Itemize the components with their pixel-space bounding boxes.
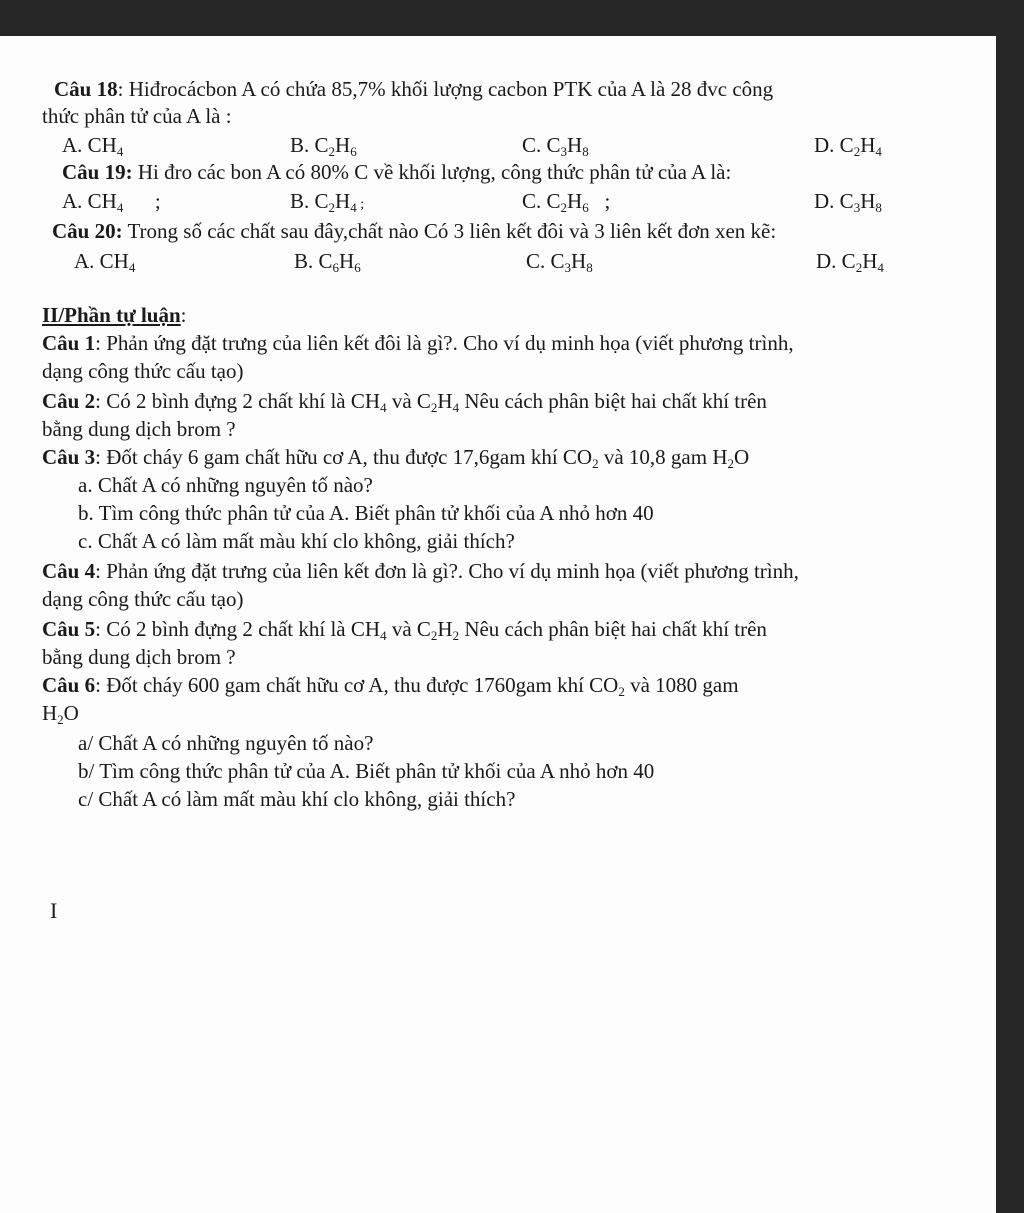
c1-label: Câu 1 (42, 331, 96, 355)
c4-line2: dạng công thức cấu tạo) (42, 587, 244, 611)
c6-label: Câu 6 (42, 673, 96, 697)
q19-option-d: D. $C_3H_8$ (814, 189, 882, 215)
q20-text: Trong số các chất sau đây,chất nào Có 3 liên kết đôi và 3 liên kết đơn xen kẽ: (122, 219, 777, 243)
document-page (0, 36, 996, 1213)
q20-option-d: D. $C_2H_4$ (816, 249, 884, 275)
q19-option-b: B. $C_2H_4$ ; (290, 189, 365, 215)
c5-line1: Câu 5: Có 2 bình đựng 2 chất khí là $CH_4$ và $C_2H_2$ Nêu cách phân biệt hai chất khí trên (42, 617, 767, 643)
section-heading: II/Phần tự luận: (42, 303, 187, 327)
c4-line1: Câu 4: Phản ứng đặt trưng của liên kết đơn là gì?. Cho ví dụ minh họa (viết phương trình, (42, 559, 799, 583)
c3-line1: Câu 3: Đốt cháy 6 gam chất hữu cơ A, thu được 17,6gam khí $CO_2$ và 10,8 gam $H_2O$ (42, 445, 750, 471)
q19-label: Câu 19: (62, 160, 133, 184)
q19-line1 (62, 159, 731, 185)
q18-text: : Hiđrocácbon A có chứa 85,7% khối lượng cacbon PTK của A là 28 đvc công (117, 77, 774, 101)
c3-label: Câu 3 (42, 445, 96, 469)
top-bar (0, 0, 1024, 36)
c5-label: Câu 5 (42, 617, 96, 641)
q19-text: Hi đro các bon A có 80% C về khối lượng, công thức phân tử của A là: (132, 160, 732, 184)
q18-line2: thức phân tử của A là : (42, 104, 232, 128)
q20-option-a: A. $CH_4$ (74, 249, 136, 275)
c6-part-b: b/ Tìm công thức phân tử của A. Biết phân tử khối của A nhỏ hơn 40 (78, 759, 655, 783)
q20-label: Câu 20: (52, 219, 123, 243)
c6-part-c: c/ Chất A có làm mất màu khí clo không, giải thích? (78, 787, 516, 811)
c2-line2: bằng dung dịch brom ? (42, 417, 236, 441)
c4-label: Câu 4 (42, 559, 96, 583)
q18-line1 (54, 76, 773, 102)
q18-option-b: B. $C_2H_6$ (290, 133, 357, 159)
c6-line2: $H_2O$ (42, 701, 79, 727)
c3-part-c: c. Chất A có làm mất màu khí clo không, giải thích? (78, 529, 515, 553)
c1-line2: dạng công thức cấu tạo) (42, 359, 244, 383)
c1-line1: Câu 1: Phản ứng đặt trưng của liên kết đôi là gì?. Cho ví dụ minh họa (viết phương trình, (42, 331, 794, 355)
c3-part-b: b. Tìm công thức phân tử của A. Biết phân tử khối của A nhỏ hơn 40 (78, 501, 654, 525)
c2-line1: Câu 2: Có 2 bình đựng 2 chất khí là $CH_4$ và $C_2H_4$ Nêu cách phân biệt hai chất khí trên (42, 389, 767, 415)
q20-option-c: C. $C_3H_8$ (526, 249, 593, 275)
q18-option-c: C. $C_3H_8$ (522, 133, 589, 159)
text-cursor-mark: I (50, 898, 58, 923)
c6-part-a: a/ Chất A có những nguyên tố nào? (78, 731, 374, 755)
c3-part-a: a. Chất A có những nguyên tố nào? (78, 473, 373, 497)
q19-option-a: A. $CH_4$ ; (62, 189, 161, 215)
c5-line2: bằng dung dịch brom ? (42, 645, 236, 669)
right-bar (996, 0, 1024, 1213)
q19-option-c: C. $C_2H_6$ ; (522, 189, 611, 215)
c2-label: Câu 2 (42, 389, 96, 413)
q20-line1 (52, 218, 776, 244)
c6-line1: Câu 6: Đốt cháy 600 gam chất hữu cơ A, thu được 1760gam khí $CO_2$ và 1080 gam (42, 673, 739, 699)
q18-label: Câu 18 (54, 77, 118, 101)
q20-option-b: B. $C_6H_6$ (294, 249, 361, 275)
q18-option-d: D. $C_2H_4$ (814, 133, 882, 159)
q18-option-a: A. $CH_4$ (62, 133, 124, 159)
